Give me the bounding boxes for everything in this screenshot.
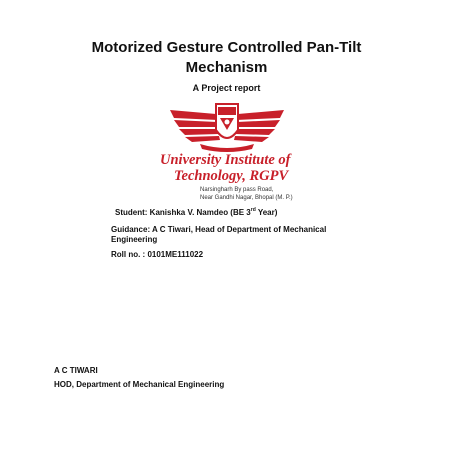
- university-logo-icon: [160, 100, 294, 152]
- signatory-name: A C TIWARI: [54, 366, 98, 375]
- roll-label: Roll no. :: [111, 250, 146, 259]
- guidance-line-2: Engineering: [111, 235, 158, 244]
- address-line-2: Near Gandhi Nagar, Bhopal (M. P.): [200, 195, 293, 201]
- student-name: Kanishka V. Namdeo (BE 3: [149, 208, 251, 217]
- report-title: [40, 38, 413, 78]
- report-subtitle: A Project report: [192, 83, 261, 93]
- guidance-line-1: Guidance: A C Tiwari, Head of Department of Mechanical: [111, 225, 327, 234]
- roll-number-line: [111, 250, 203, 260]
- institute-name: [160, 152, 300, 184]
- student-label: Student:: [115, 208, 148, 217]
- title-line-2: Mechanism: [185, 59, 268, 76]
- address-line-1: Narsingharh By pass Road,: [200, 187, 274, 193]
- institute-name-line-2: Technology, RGPV: [174, 168, 289, 184]
- student-year-end: Year): [255, 208, 278, 217]
- institute-name-line-1: University Institute of: [160, 152, 291, 168]
- student-year-superscript: rd: [250, 207, 256, 213]
- signatory-role: HOD, Department of Mechanical Engineering: [54, 380, 225, 389]
- guidance-block: [111, 225, 381, 245]
- roll-value: 0101ME111022: [147, 250, 204, 259]
- institute-address: [200, 186, 310, 202]
- title-line-1: Motorized Gesture Controlled Pan-Tilt: [91, 39, 362, 56]
- student-line: [115, 208, 277, 218]
